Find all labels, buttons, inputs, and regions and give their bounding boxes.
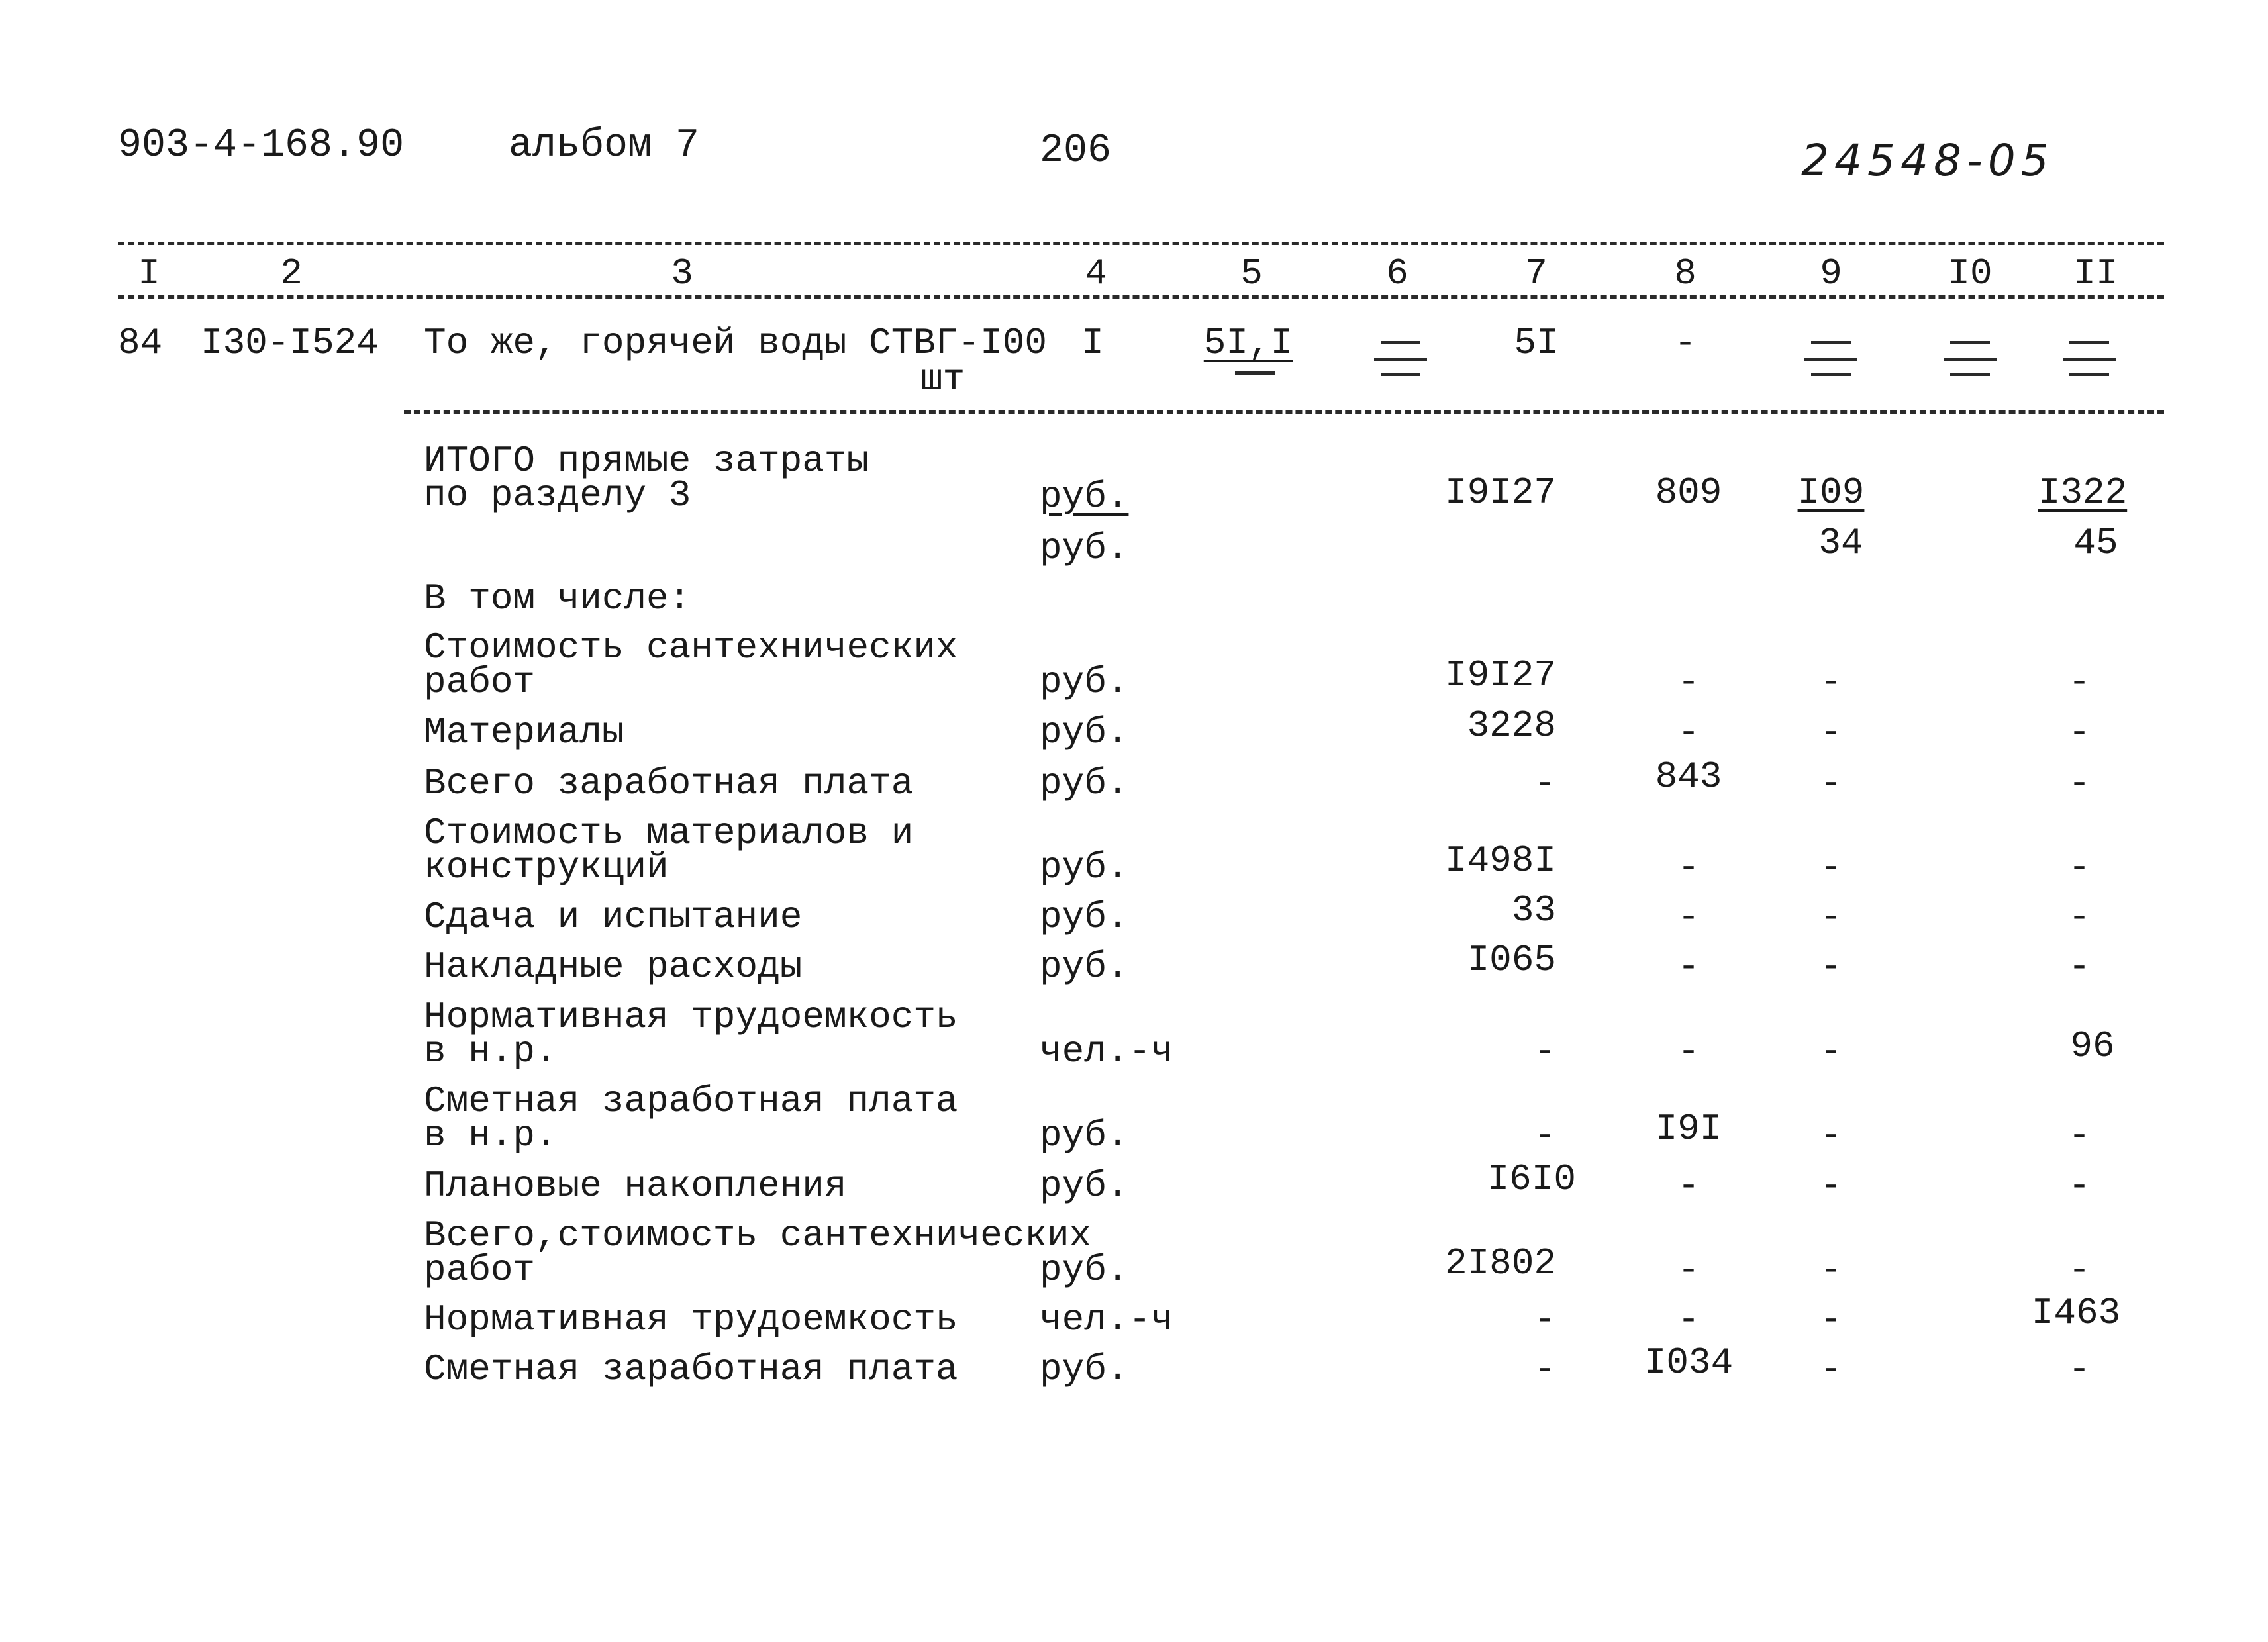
row-col9: - — [1820, 1298, 1842, 1341]
total-col9-top: I09 — [1797, 471, 1865, 514]
row-label: Всего,стоимость сантехнических — [424, 1214, 1092, 1257]
row-unit: руб. — [1040, 945, 1129, 988]
total-unit-1: руб. — [1040, 475, 1129, 518]
row-label: Накладные расходы — [424, 945, 803, 988]
total-col7: I9I27 — [1444, 471, 1556, 514]
page-number: 206 — [1040, 128, 1112, 173]
row-label: Сметная заработная плата — [424, 1348, 958, 1390]
row-unit: руб. — [1040, 1114, 1129, 1157]
row-col11: - — [2068, 896, 2091, 938]
row-col9: - — [1820, 711, 1842, 753]
column-header: II — [2073, 252, 2118, 295]
row-col11: - — [2068, 846, 2091, 889]
row-label: Сметная заработная плата — [424, 1080, 958, 1122]
row-unit: руб. — [1040, 896, 1129, 938]
row-col11: - — [2068, 1249, 2091, 1291]
row-label: Нормативная трудоемкость — [424, 1298, 958, 1341]
row-col7: I9I27 — [1444, 654, 1556, 697]
row-unit: чел.-ч — [1040, 1030, 1173, 1073]
column-header: 4 — [1085, 252, 1107, 295]
header-bottom-rule — [118, 295, 2164, 299]
column-header: 2 — [280, 252, 303, 295]
row-col7: - — [1534, 1030, 1556, 1073]
row-unit: руб. — [1040, 1348, 1129, 1390]
row-col11: - — [2068, 762, 2091, 804]
row-col8: - — [1677, 1249, 1700, 1291]
row-col9: - — [1820, 1114, 1842, 1157]
column-header: 7 — [1525, 252, 1548, 295]
row-col8: - — [1677, 896, 1700, 938]
row-unit: чел.-ч — [1040, 1298, 1173, 1341]
row-col11: - — [2068, 711, 2091, 753]
row-label-cont: работ — [424, 1249, 536, 1291]
row-col7: 33 — [1511, 889, 1556, 932]
row-col11: I463 — [2031, 1292, 2121, 1334]
row-col7: - — [1534, 762, 1556, 804]
total-col11-bottom: 45 — [2073, 522, 2118, 564]
row-col8: - — [1677, 945, 1700, 988]
row-col8: - — [1677, 846, 1700, 889]
row-unit: руб. — [1040, 711, 1129, 753]
row-col7: - — [1534, 1298, 1556, 1341]
row-unit: руб. — [1040, 846, 1129, 889]
col6-fraction — [1371, 341, 1430, 367]
column-header: 6 — [1386, 252, 1408, 295]
row-col9: - — [1820, 1165, 1842, 1207]
row-label: Плановые накопления — [424, 1165, 847, 1207]
total-col11-top: I322 — [2038, 471, 2128, 514]
column-header: 9 — [1820, 252, 1842, 295]
row-col8: - — [1677, 1165, 1700, 1207]
row-col7: 3228 — [1467, 704, 1556, 747]
total-unit-2: руб. — [1040, 527, 1129, 569]
item-quantity: I — [1081, 322, 1104, 364]
col5-dash — [1225, 367, 1285, 394]
col10-fraction — [1940, 341, 2000, 367]
item-col5: 5I,I — [1203, 322, 1293, 364]
total-col9-bottom: 34 — [1818, 522, 1863, 564]
row-col7: I498I — [1444, 840, 1556, 882]
row-col7: - — [1534, 1114, 1556, 1157]
item-col7: 5I — [1514, 322, 1559, 364]
item-bottom-rule — [404, 410, 2164, 414]
row-label: Стоимость сантехнических — [424, 626, 958, 669]
row-label: Материалы — [424, 711, 624, 753]
row-col8: - — [1677, 661, 1700, 703]
row-unit: руб. — [1040, 1165, 1129, 1207]
col11-fraction — [2059, 341, 2119, 367]
row-unit: руб. — [1040, 661, 1129, 703]
row-col7: - — [1534, 1348, 1556, 1390]
album-label: альбом 7 — [509, 123, 700, 168]
row-col8: 843 — [1655, 755, 1722, 798]
row-col9: - — [1820, 945, 1842, 988]
column-header: I — [138, 252, 160, 295]
row-col7: I6I0 — [1487, 1158, 1576, 1200]
column-header: 5 — [1240, 252, 1263, 295]
archive-number: 24548-05 — [1801, 135, 2054, 186]
header-top-rule — [118, 242, 2164, 245]
row-col8: I9I — [1655, 1108, 1722, 1150]
row-col11: - — [2068, 1165, 2091, 1207]
row-label: Нормативная трудоемкость — [424, 996, 958, 1038]
row-col11: - — [2068, 945, 2091, 988]
row-unit: руб. — [1040, 762, 1129, 804]
row-unit: руб. — [1040, 1249, 1129, 1291]
row-col11: 96 — [2070, 1025, 2115, 1067]
row-col11: - — [2068, 1348, 2091, 1390]
item-unit: шт — [920, 358, 965, 401]
item-col8: - — [1674, 322, 1697, 364]
row-col9: - — [1820, 762, 1842, 804]
item-number: 84 — [118, 322, 163, 364]
row-label: Стоимость материалов и — [424, 812, 914, 854]
col9-fraction — [1801, 341, 1861, 367]
row-col9: - — [1820, 896, 1842, 938]
row-label: Всего заработная плата — [424, 762, 914, 804]
row-label-cont: работ — [424, 661, 536, 703]
row-col11: - — [2068, 661, 2091, 703]
row-col8: I034 — [1644, 1341, 1734, 1384]
item-name: То же, горячей воды СТВГ-I00 — [424, 322, 1047, 364]
column-header: I0 — [1948, 252, 1993, 295]
row-label-cont: в н.р. — [424, 1030, 558, 1073]
row-label-cont: в н.р. — [424, 1114, 558, 1157]
row-label: Сдача и испытание — [424, 896, 803, 938]
total-label-line1: ИТОГО прямые затраты — [424, 440, 869, 482]
total-col8: 809 — [1655, 471, 1722, 514]
row-col9: - — [1820, 661, 1842, 703]
column-header: 3 — [671, 252, 693, 295]
document-code: 903-4-168.90 — [118, 123, 405, 168]
row-col8: - — [1677, 1030, 1700, 1073]
row-col9: - — [1820, 1348, 1842, 1390]
row-col8: - — [1677, 711, 1700, 753]
including-label: В том числе: — [424, 577, 691, 620]
row-col7: 2I802 — [1444, 1242, 1556, 1284]
total-label-line2: по разделу 3 — [424, 474, 691, 516]
row-col11: - — [2068, 1114, 2091, 1157]
row-col8: - — [1677, 1298, 1700, 1341]
row-col9: - — [1820, 1030, 1842, 1073]
row-col7: I065 — [1467, 939, 1556, 981]
row-col9: - — [1820, 1249, 1842, 1291]
column-header: 8 — [1674, 252, 1697, 295]
item-code: I30-I524 — [201, 322, 379, 364]
row-label-cont: конструкций — [424, 846, 669, 889]
row-col9: - — [1820, 846, 1842, 889]
